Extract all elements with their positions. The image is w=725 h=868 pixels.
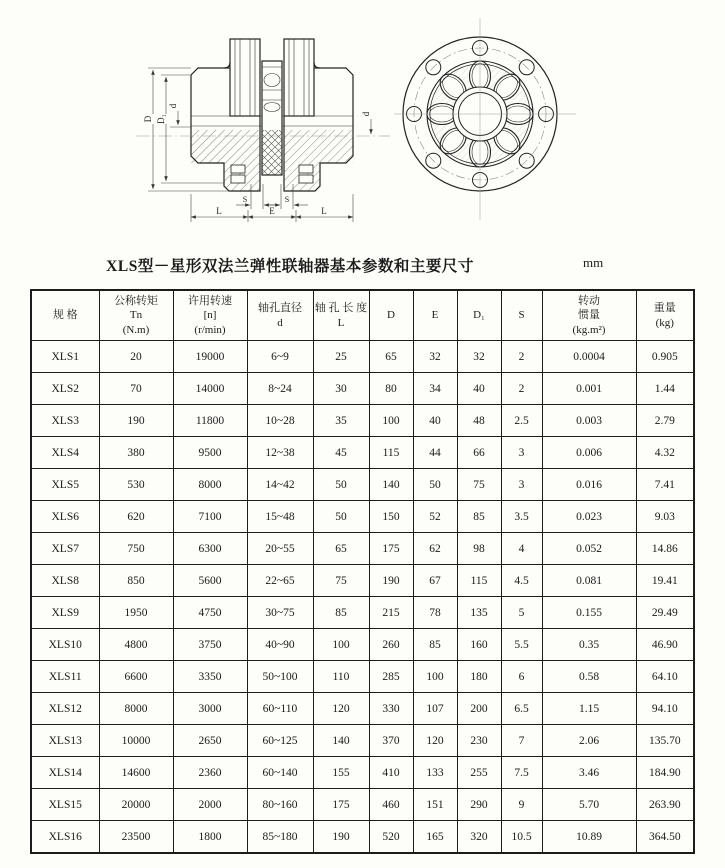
table-row: [31, 757, 694, 789]
header-line: D: [387, 309, 395, 322]
cell-D1: 320: [457, 821, 501, 854]
cell-E: 107: [413, 693, 457, 725]
cell-spec: XLS5: [31, 469, 99, 501]
cell-inertia: 0.016: [542, 469, 636, 501]
cell-D1: 115: [457, 565, 501, 597]
cell-weight: 9.03: [636, 501, 694, 533]
cell-D1: 66: [457, 437, 501, 469]
cell-bore-len: 25: [313, 341, 369, 373]
cell-spec: XLS2: [31, 373, 99, 405]
table-row: [31, 373, 694, 405]
cell-weight: 19.41: [636, 565, 694, 597]
cell-S: 2: [501, 341, 542, 373]
cell-spec: XLS13: [31, 725, 99, 757]
cell-E: 165: [413, 821, 457, 854]
dim-label-L-left: L: [216, 206, 222, 216]
column-header-E: [413, 290, 457, 341]
title-row: [0, 254, 725, 280]
cell-spec: XLS1: [31, 341, 99, 373]
cell-bore-dia: 80~160: [247, 789, 313, 821]
cell-bore-len: 65: [313, 533, 369, 565]
cell-S: 2: [501, 373, 542, 405]
cell-E: 44: [413, 437, 457, 469]
header-line: d: [277, 316, 283, 329]
cell-bore-len: 175: [313, 789, 369, 821]
cell-torque: 20: [99, 341, 173, 373]
cell-speed: 2650: [173, 725, 247, 757]
cell-bore-dia: 40~90: [247, 629, 313, 661]
elastomer-crosshatch: [263, 130, 282, 175]
cell-S: 3: [501, 437, 542, 469]
cell-S: 5.5: [501, 629, 542, 661]
cell-D1: 255: [457, 757, 501, 789]
cell-D: 80: [369, 373, 413, 405]
spec-table-head: [31, 290, 694, 341]
cell-D1: 85: [457, 501, 501, 533]
cell-bore-len: 190: [313, 821, 369, 854]
cell-spec: XLS15: [31, 789, 99, 821]
cell-E: 78: [413, 597, 457, 629]
cell-S: 4: [501, 533, 542, 565]
cell-S: 4.5: [501, 565, 542, 597]
cell-weight: 263.90: [636, 789, 694, 821]
left-flange-hatch: [191, 130, 260, 191]
cell-speed: 8000: [173, 469, 247, 501]
cell-bore-len: 75: [313, 565, 369, 597]
header-line: E: [431, 309, 439, 322]
cell-S: 2.5: [501, 405, 542, 437]
table-row: [31, 821, 694, 854]
cell-bore-len: 35: [313, 405, 369, 437]
cell-D1: 200: [457, 693, 501, 725]
cell-D1: 290: [457, 789, 501, 821]
cell-speed: 2000: [173, 789, 247, 821]
cell-E: 62: [413, 533, 457, 565]
cell-D: 65: [369, 341, 413, 373]
header-line: 轴孔直径: [258, 302, 302, 315]
cell-bore-len: 120: [313, 693, 369, 725]
table-row: [31, 693, 694, 725]
cell-spec: XLS11: [31, 661, 99, 693]
cell-D: 215: [369, 597, 413, 629]
dim-label-d-right: d: [361, 111, 371, 117]
cell-bore-dia: 6~9: [247, 341, 313, 373]
cell-spec: XLS14: [31, 757, 99, 789]
cell-inertia: 0.35: [542, 629, 636, 661]
dim-label-L-right: L: [321, 206, 327, 216]
cell-E: 40: [413, 405, 457, 437]
cell-bore-len: 155: [313, 757, 369, 789]
right-flange-disc: [284, 39, 314, 116]
cell-bore-dia: 60~125: [247, 725, 313, 757]
cell-bore-dia: 12~38: [247, 437, 313, 469]
cell-weight: 184.90: [636, 757, 694, 789]
header-line: 重量: [653, 302, 676, 315]
header-line: (N.m): [122, 323, 150, 336]
column-header-inertia: [542, 290, 636, 341]
cell-S: 10.5: [501, 821, 542, 854]
cell-D: 260: [369, 629, 413, 661]
header-line: Tn: [129, 309, 143, 322]
cell-speed: 6300: [173, 533, 247, 565]
cell-S: 3: [501, 469, 542, 501]
cell-weight: 64.10: [636, 661, 694, 693]
table-row: [31, 661, 694, 693]
column-header-spec: [31, 290, 99, 341]
column-header-weight: [636, 290, 694, 341]
cell-speed: 14000: [173, 373, 247, 405]
cell-inertia: 0.155: [542, 597, 636, 629]
cell-bore-len: 110: [313, 661, 369, 693]
cell-weight: 2.79: [636, 405, 694, 437]
cell-bore-len: 140: [313, 725, 369, 757]
dim-label-D: D: [143, 115, 153, 123]
page-title: XLS型－星形双法兰弹性联轴器基本参数和主要尺寸: [106, 258, 474, 275]
cell-spec: XLS8: [31, 565, 99, 597]
cell-torque: 14600: [99, 757, 173, 789]
cell-D: 150: [369, 501, 413, 533]
cell-S: 5: [501, 597, 542, 629]
cell-S: 3.5: [501, 501, 542, 533]
table-row: [31, 437, 694, 469]
header-line: L: [337, 316, 345, 329]
cell-inertia: 0.0004: [542, 341, 636, 373]
cell-weight: 364.50: [636, 821, 694, 854]
cell-spec: XLS16: [31, 821, 99, 854]
dim-label-S-left: S: [242, 195, 248, 204]
dim-label-S-right: S: [284, 195, 290, 204]
cell-weight: 135.70: [636, 725, 694, 757]
cell-inertia: 2.06: [542, 725, 636, 757]
header-line: 轴 孔 长 度: [314, 302, 368, 315]
cell-inertia: 1.15: [542, 693, 636, 725]
cell-bore-len: 50: [313, 501, 369, 533]
cell-D: 285: [369, 661, 413, 693]
table-row: [31, 725, 694, 757]
cell-speed: 4750: [173, 597, 247, 629]
cell-bore-dia: 22~65: [247, 565, 313, 597]
cell-bore-len: 45: [313, 437, 369, 469]
cell-S: 7.5: [501, 757, 542, 789]
cell-speed: 3350: [173, 661, 247, 693]
cell-E: 100: [413, 661, 457, 693]
cell-bore-dia: 15~48: [247, 501, 313, 533]
cell-S: 9: [501, 789, 542, 821]
header-line: 惯量: [578, 309, 600, 322]
cell-S: 6: [501, 661, 542, 693]
header-line: (kg.m²): [572, 323, 606, 336]
table-row: [31, 629, 694, 661]
cell-spec: XLS7: [31, 533, 99, 565]
cell-torque: 4800: [99, 629, 173, 661]
column-header-bore-dia: [247, 290, 313, 341]
cell-torque: 6600: [99, 661, 173, 693]
header-line: [n]: [203, 309, 217, 322]
cell-speed: 9500: [173, 437, 247, 469]
cell-speed: 19000: [173, 341, 247, 373]
cell-D1: 98: [457, 533, 501, 565]
cell-D1: 48: [457, 405, 501, 437]
cell-bore-dia: 30~75: [247, 597, 313, 629]
cell-torque: 1950: [99, 597, 173, 629]
cell-torque: 20000: [99, 789, 173, 821]
dim-label-D1: D₁: [156, 114, 166, 124]
cell-E: 133: [413, 757, 457, 789]
header-line: 规 格: [52, 309, 78, 322]
cell-D1: 135: [457, 597, 501, 629]
cell-S: 6.5: [501, 693, 542, 725]
unit-label: mm: [583, 255, 604, 270]
left-bolt-nut: [231, 175, 245, 183]
cell-D: 330: [369, 693, 413, 725]
table-row: [31, 533, 694, 565]
left-fillet: [224, 62, 230, 68]
cell-bore-len: 30: [313, 373, 369, 405]
table-row: [31, 405, 694, 437]
column-header-D: [369, 290, 413, 341]
header-line: 许用转速: [188, 295, 232, 308]
cell-D1: 75: [457, 469, 501, 501]
column-header-speed: [173, 290, 247, 341]
cell-bore-len: 85: [313, 597, 369, 629]
spec-table: [30, 289, 695, 854]
cell-torque: 750: [99, 533, 173, 565]
cell-D: 100: [369, 405, 413, 437]
cell-torque: 70: [99, 373, 173, 405]
cell-weight: 7.41: [636, 469, 694, 501]
dim-label-E: E: [269, 206, 275, 216]
cell-D1: 160: [457, 629, 501, 661]
cell-torque: 23500: [99, 821, 173, 854]
cell-inertia: 0.023: [542, 501, 636, 533]
technical-drawings: [0, 0, 725, 255]
table-row: [31, 789, 694, 821]
cell-inertia: 5.70: [542, 789, 636, 821]
cell-inertia: 0.001: [542, 373, 636, 405]
dim-label-d-left: d: [168, 103, 178, 109]
cell-D: 370: [369, 725, 413, 757]
cell-bore-len: 100: [313, 629, 369, 661]
cell-speed: 7100: [173, 501, 247, 533]
cell-bore-dia: 85~180: [247, 821, 313, 854]
cell-torque: 530: [99, 469, 173, 501]
cell-bore-dia: 10~28: [247, 405, 313, 437]
cell-weight: 46.90: [636, 629, 694, 661]
cell-torque: 8000: [99, 693, 173, 725]
cell-inertia: 0.081: [542, 565, 636, 597]
spec-table-wrap: [30, 289, 693, 854]
cell-inertia: 0.006: [542, 437, 636, 469]
cell-D1: 230: [457, 725, 501, 757]
section-view-drawing: [128, 14, 403, 246]
cell-E: 151: [413, 789, 457, 821]
cell-inertia: 3.46: [542, 757, 636, 789]
cell-bore-dia: 20~55: [247, 533, 313, 565]
cell-D1: 180: [457, 661, 501, 693]
cell-spec: XLS9: [31, 597, 99, 629]
cell-D: 520: [369, 821, 413, 854]
cell-E: 85: [413, 629, 457, 661]
cell-spec: XLS6: [31, 501, 99, 533]
cell-bore-dia: 50~100: [247, 661, 313, 693]
right-bolt-washer: [299, 165, 313, 173]
cell-D: 190: [369, 565, 413, 597]
table-row: [31, 341, 694, 373]
header-line: 公称转矩: [114, 295, 158, 308]
cell-E: 50: [413, 469, 457, 501]
column-header-bore-len: [313, 290, 369, 341]
cell-inertia: 0.58: [542, 661, 636, 693]
header-line: (r/min): [194, 323, 226, 336]
header-line: 转动: [578, 295, 600, 308]
cell-D: 410: [369, 757, 413, 789]
header-line: D₁: [473, 309, 485, 322]
cell-spec: XLS12: [31, 693, 99, 725]
right-bolt-nut: [299, 175, 313, 183]
cell-spec: XLS4: [31, 437, 99, 469]
right-fillet: [314, 62, 320, 68]
cell-speed: 3000: [173, 693, 247, 725]
cell-E: 67: [413, 565, 457, 597]
cell-speed: 1800: [173, 821, 247, 854]
header-line: S: [518, 309, 525, 322]
cell-E: 120: [413, 725, 457, 757]
cell-torque: 380: [99, 437, 173, 469]
cell-weight: 1.44: [636, 373, 694, 405]
cell-inertia: 0.052: [542, 533, 636, 565]
cell-S: 7: [501, 725, 542, 757]
cell-weight: 14.86: [636, 533, 694, 565]
cell-torque: 850: [99, 565, 173, 597]
table-row: [31, 565, 694, 597]
cell-torque: 620: [99, 501, 173, 533]
front-view-drawing: [392, 16, 578, 222]
cell-bore-dia: 14~42: [247, 469, 313, 501]
table-row: [31, 597, 694, 629]
cell-speed: 5600: [173, 565, 247, 597]
cell-spec: XLS3: [31, 405, 99, 437]
cell-torque: 190: [99, 405, 173, 437]
column-header-torque: [99, 290, 173, 341]
cell-D1: 32: [457, 341, 501, 373]
header-row: [31, 290, 694, 341]
cell-spec: XLS10: [31, 629, 99, 661]
cell-speed: 3750: [173, 629, 247, 661]
cell-bore-dia: 8~24: [247, 373, 313, 405]
cell-E: 34: [413, 373, 457, 405]
column-header-D1: [457, 290, 501, 341]
cell-inertia: 0.003: [542, 405, 636, 437]
cell-weight: 29.49: [636, 597, 694, 629]
spec-table-body: [31, 341, 694, 854]
cell-D: 115: [369, 437, 413, 469]
cell-D: 175: [369, 533, 413, 565]
right-flange-hatch: [284, 130, 353, 191]
cell-torque: 10000: [99, 725, 173, 757]
cell-D: 460: [369, 789, 413, 821]
cell-weight: 94.10: [636, 693, 694, 725]
column-header-S: [501, 290, 542, 341]
cell-speed: 11800: [173, 405, 247, 437]
cell-D: 140: [369, 469, 413, 501]
cell-bore-dia: 60~110: [247, 693, 313, 725]
cell-weight: 0.905: [636, 341, 694, 373]
cell-bore-len: 50: [313, 469, 369, 501]
left-bolt-washer: [231, 165, 245, 173]
cell-D1: 40: [457, 373, 501, 405]
header-line: (kg): [655, 316, 674, 329]
table-row: [31, 501, 694, 533]
cell-bore-dia: 60~140: [247, 757, 313, 789]
cell-E: 32: [413, 341, 457, 373]
table-row: [31, 469, 694, 501]
cell-weight: 4.32: [636, 437, 694, 469]
cell-E: 52: [413, 501, 457, 533]
cell-inertia: 10.89: [542, 821, 636, 854]
cell-speed: 2360: [173, 757, 247, 789]
left-flange-disc: [230, 39, 260, 116]
